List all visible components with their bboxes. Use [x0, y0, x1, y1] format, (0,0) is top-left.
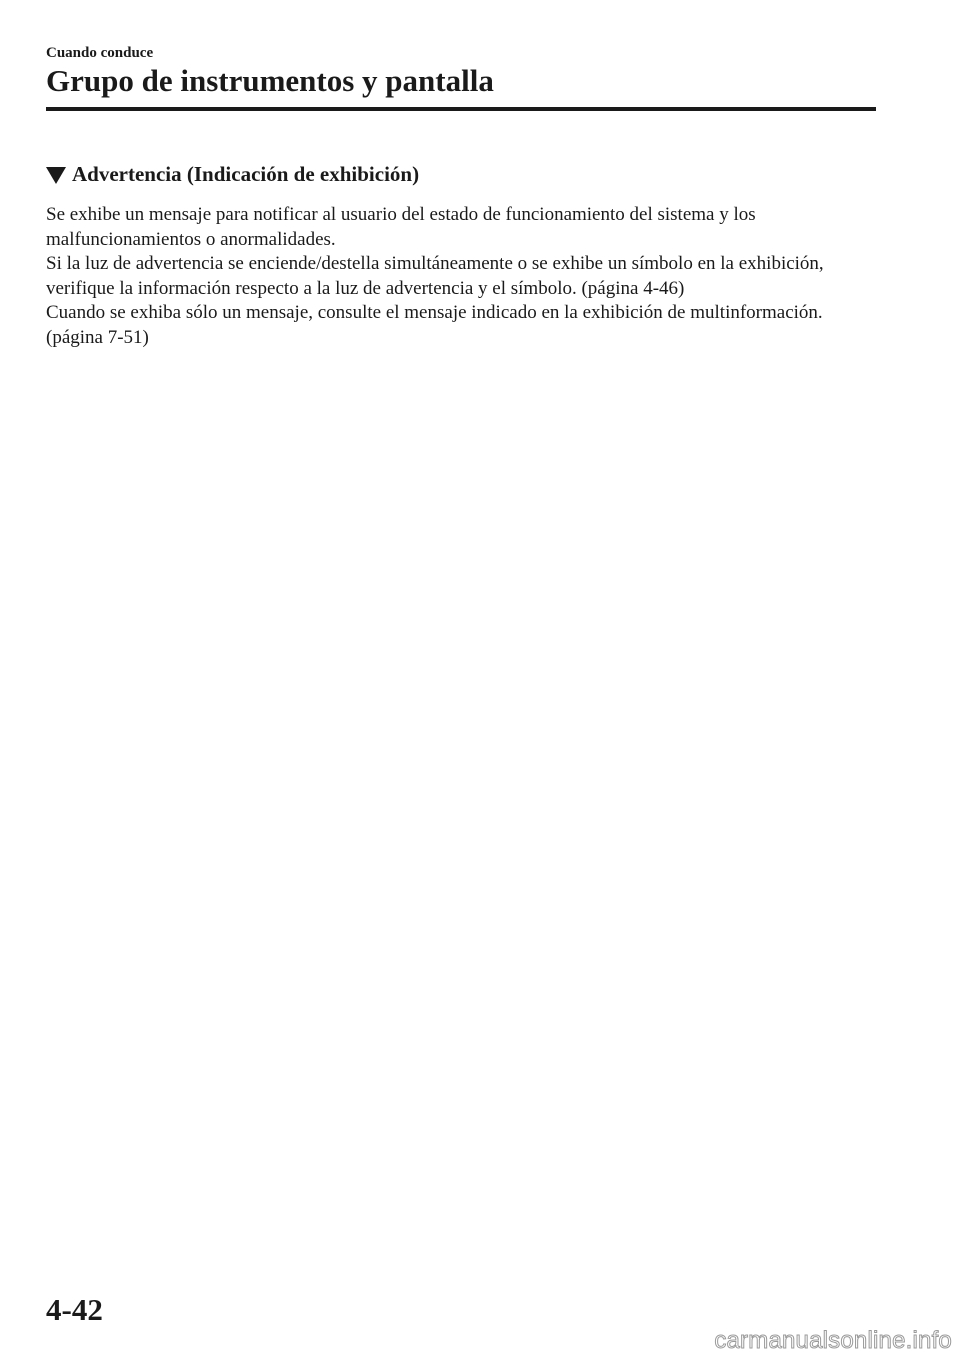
section-heading [46, 157, 876, 191]
warning-section [46, 157, 876, 351]
paragraph-2: Si la luz de advertencia se enciende/destella simultáneamente o se exhibe un símbolo en la exhibición, verifique la información respecto a la luz de advertencia y el símbolo. (página 4-46) [46, 253, 824, 299]
paragraph-1: Se exhibe un mensaje para notificar al usuario del estado de funcionamiento del sistema y los malfuncionamientos o anormalidades. [46, 204, 756, 250]
page-number: 4-42 [46, 1292, 103, 1327]
paragraph-3: Cuando se exhiba sólo un mensaje, consulte el mensaje indicado en la exhibición de multinformación. (página 7-51) [46, 302, 823, 348]
triangle-down-icon [46, 167, 66, 184]
page-title: Grupo de instrumentos y pantalla [46, 63, 494, 98]
chapter-label: Cuando conduce [46, 45, 154, 61]
section-heading-text: Advertencia (Indicación de exhibición) [72, 162, 420, 186]
page-header [46, 44, 876, 100]
watermark: carmanualsonline.info [714, 1327, 952, 1354]
header-rule [46, 107, 876, 111]
